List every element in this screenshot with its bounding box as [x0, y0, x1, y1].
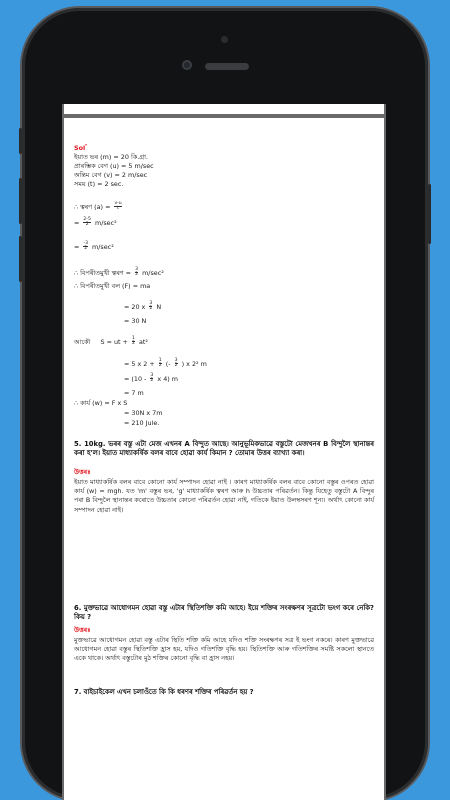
answer-label: উত্তৰঃ: [74, 468, 91, 476]
fraction: $\frac{1}{2}$: [131, 336, 135, 347]
force-formula: ∴ বিপৰীতমুখী বল (F) = ma: [74, 282, 151, 290]
previous-page-edge: [64, 104, 384, 114]
displacement-step-1: = 5 x 2 + $\frac{1}{2}$ (- $\frac{3}{2}$ ) x 2² m: [124, 358, 207, 369]
mute-switch: [19, 128, 22, 154]
given-initial-velocity: প্ৰাৰম্ভিক বেগ (u) = 5 m/sec: [74, 162, 154, 170]
fraction: $\frac{1}{2}$: [158, 358, 162, 369]
work-step-2: = 210 Jule.: [124, 419, 160, 427]
fraction: $\frac{3}{2}$: [135, 267, 139, 278]
front-camera-icon: [182, 60, 192, 70]
work-step-1: = 30N x 7m: [124, 409, 163, 417]
fraction: $\frac{3}{2}$: [149, 301, 153, 312]
acceleration-step-1: = $\frac{2-5}{2}$ m/sec²: [74, 217, 117, 228]
given-mass: ইয়াত ভৰ (m) = 20 কি.গ্ৰা.: [74, 153, 148, 161]
question-6: 6. মুক্তভাৱে আধোগমন হোৱা বস্তু এটাৰ স্থিতিশক্তি কমি আহে। ইয়ে শক্তিৰ সংৰক্ষণৰ সূত্ৰটো ভংগ কৰে নেকি? কিয় ?: [74, 604, 374, 622]
question-7: 7. বাইচাইকেল এখন চলাওঁতে কি কি ধৰণৰ শক্তিৰ পৰিৱৰ্তন হয় ?: [74, 688, 254, 696]
answer-6: মুক্তভাৱে আধোগমন হোৱা বস্তু এটাৰ স্থিতি শক্তি কমি আহে যদিও শক্তি সংৰক্ষণৰ সত্ৰ ই ভংগ নকৰে। কাৰণ মুক্তভাৱে আধোগমন হোৱা বস্তুৰ স্থিতিশক্তি হ্ৰাস হয়, যদিও গতিশক্তি বৃদ্ধি হয়। স্থিতিশক্তি আৰু গতিশক্তিৰ সমষ্টি সকলো স্থানতে একে থাকে। অৰ্থাৎ বস্তুটোৰ মুঠ শক্তিৰ কোনো বৃদ্ধি বা হ্ৰাস নহয়।: [74, 636, 374, 663]
volume-down-button: [19, 236, 22, 282]
volume-up-button: [19, 178, 22, 224]
retardation-line: ∴ বিপৰীতমুখী ত্বৰণ = $\frac{3}{2}$ m/sec²: [74, 267, 164, 278]
displacement-formula: আকৌ S = ut + $\frac{1}{2}$ at²: [74, 336, 148, 347]
answer-label: উত্তৰঃ: [74, 626, 91, 634]
fraction: $\frac{3}{2}$: [174, 358, 178, 369]
solution-label: Sol$^{^n}$: [74, 143, 88, 152]
fraction: $\frac{v-u}{t}$: [114, 201, 122, 212]
document-page[interactable]: [64, 580, 384, 800]
screen[interactable]: [62, 104, 386, 800]
work-formula: ∴ কাৰ্য (w) = F x S: [74, 399, 128, 407]
fraction: $\frac{3}{2}$: [150, 373, 154, 384]
answer-5: ইয়াত মাধ্যাকৰ্ষিক বলৰ বাবে কোনো কাৰ্য সম্পাদন হোৱা নাই । কাৰণ মাধ্যাকৰ্ষিক বলৰ বাবে কোনো বস্তুৰ ওপৰত হোৱা কাৰ্য (w) = mgh. যত 'm' বস্তুৰ ভৰ, 'g' মাধ্যাকৰ্ষিক ত্বৰণ আৰু h উচ্চতাৰ পৰিৱৰ্তন। কিন্তু যিহেতু বস্তুটো A বিন্দুৰ পৰা B বিন্দুলৈ স্থানান্তৰ কৰোতে উচ্চতাৰ কোনো পৰিৱৰ্তন হোৱা নাই, গতিকে ইয়াত উলম্বসৰণ শূন্য। অৰ্থাৎ কোনো কাৰ্য সম্পাদন হোৱা নাই।: [74, 478, 374, 514]
question-5: 5. 10kg. ভৰৰ বস্তু এটা মেজ এখনৰ A বিন্দুত আছে। আনুভূমিকভাৱে বস্তুটো মেজখনৰ B বিন্দুলৈ স্থানান্তৰ কৰা হ'ল। ইয়াত মাধ্যাকৰ্ষিক বলৰ বাবে হোৱা কাৰ্য কিমান ? তোমাৰ উত্তৰ ব্যাখ্যা কৰা।: [74, 440, 374, 458]
fraction: $\frac{2-5}{2}$: [83, 217, 91, 228]
power-button: [428, 184, 431, 244]
acceleration-step-2: = $\frac{-3}{2}$ m/sec²: [74, 241, 114, 252]
proximity-sensor: [221, 36, 228, 43]
document-page[interactable]: [64, 118, 384, 580]
force-step-1: = 20 x $\frac{3}{2}$ N: [124, 301, 162, 312]
displacement-step-3: = 7 m: [124, 389, 144, 397]
acceleration-formula: ∴ ত্বৰণ (a) = $\frac{v-u}{t}$: [74, 201, 122, 212]
given-final-velocity: অন্তিম বেগ (v) = 2 m/sec: [74, 171, 148, 179]
fraction: $\frac{-3}{2}$: [83, 241, 88, 252]
force-step-2: = 30 N: [124, 317, 147, 325]
displacement-step-2: = (10 - $\frac{3}{2}$ x 4) m: [124, 373, 179, 384]
given-time: সময় (t) = 2 sec.: [74, 180, 124, 188]
earpiece-speaker: [205, 63, 249, 70]
